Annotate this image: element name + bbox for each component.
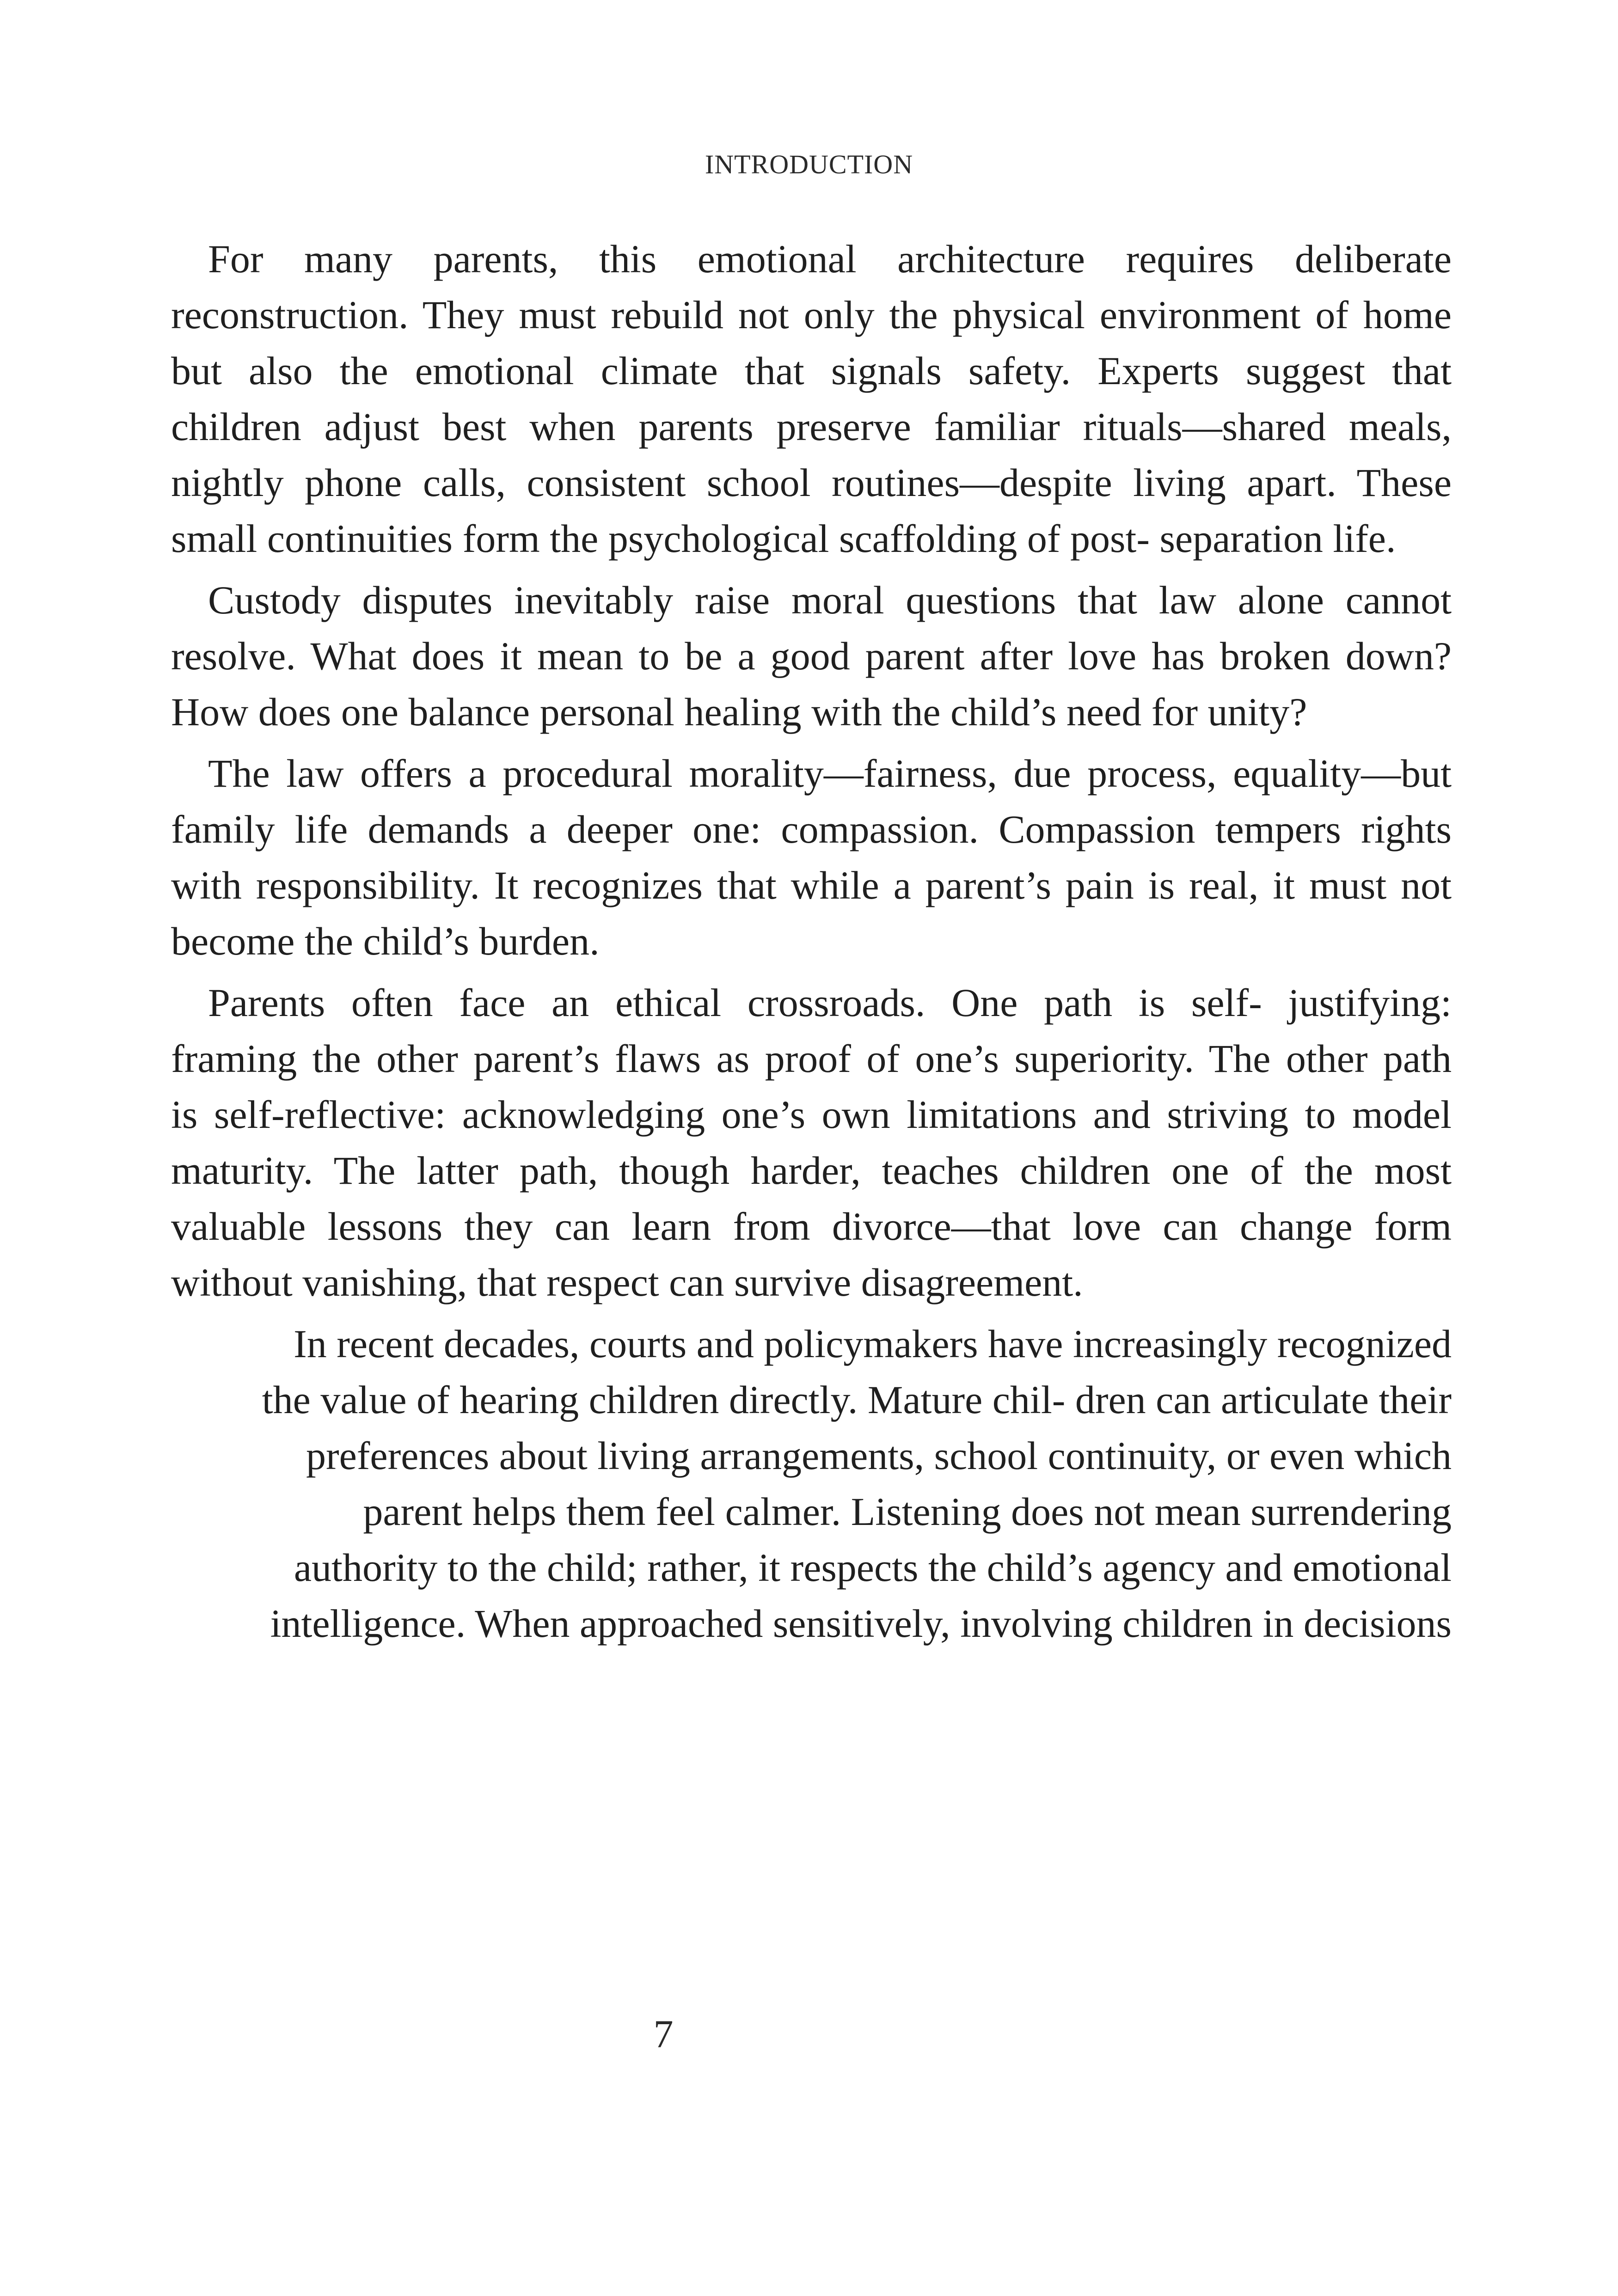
paragraph-hearing-children [171,1316,1452,1652]
paragraph-line: reconstruction. They must rebuild not only the physical environment of home [171,293,1452,337]
paragraph-line: nightly phone calls, consistent school routines—despite living apart. These [171,460,1452,505]
paragraph-line: framing the other parent’s flaws as proof of one’s superiority. The other path [171,1036,1452,1081]
paragraph-line: resolve. What does it mean to be a good parent after love has broken down? [171,634,1452,678]
paragraph-line: Custody disputes inevitably raise moral questions that law alone cannot [208,578,1452,622]
paragraph-line: authority to the child; rather, it respects the child’s agency and emotional [294,1545,1452,1590]
paragraph-line: parent helps them feel calmer. Listening does not mean surrendering [363,1489,1452,1534]
paragraph-line: How does one balance personal healing with the child’s need for unity? [171,690,1307,734]
paragraph-line: preferences about living arrangements, school continuity, or even which [306,1433,1452,1478]
paragraph-line: the value of hearing children directly. Mature chil- dren can articulate their [262,1378,1452,1422]
paragraph-ethical-crossroads [171,975,1452,1310]
paragraph-line: In recent decades, courts and policymakers have increasingly recognized [294,1322,1452,1366]
paragraph-line: maturity. The latter path, though harder, teaches children one of the most [171,1148,1452,1193]
paragraph-custody-disputes [171,572,1452,740]
page-number: 7 [653,2012,674,2056]
paragraph-emotional-architecture [171,231,1452,567]
paragraph-line: small continuities form the psychological scaffolding of post- separation life. [171,516,1396,561]
paragraph-procedural-morality [171,746,1452,969]
paragraph-line: intelligence. When approached sensitively, involving children in decisions [270,1601,1452,1646]
paragraph-line: family life demands a deeper one: compassion. Compassion tempers rights [171,807,1452,851]
paragraph-line: become the child’s burden. [171,919,600,963]
paragraph-line: For many parents, this emotional architecture requires deliberate [208,237,1452,281]
paragraph-line: valuable lessons they can learn from divorce—that love can change form [171,1204,1452,1249]
body-text [171,231,1452,1652]
paragraph-line: without vanishing, that respect can survive disagreement. [171,1260,1083,1304]
paragraph-line: The law offers a procedural morality—fairness, due process, equality—but [208,751,1452,796]
paragraph-line: Parents often face an ethical crossroads. One path is self- justifying: [208,980,1452,1025]
running-head: INTRODUCTION [705,149,913,179]
paragraph-line: children adjust best when parents preserve familiar rituals—shared meals, [171,404,1452,449]
paragraph-line: but also the emotional climate that signals safety. Experts suggest that [171,349,1452,393]
paragraph-line: is self-reflective: acknowledging one’s own limitations and striving to model [171,1092,1452,1137]
paragraph-line: with responsibility. It recognizes that while a parent’s pain is real, it must not [171,863,1452,907]
